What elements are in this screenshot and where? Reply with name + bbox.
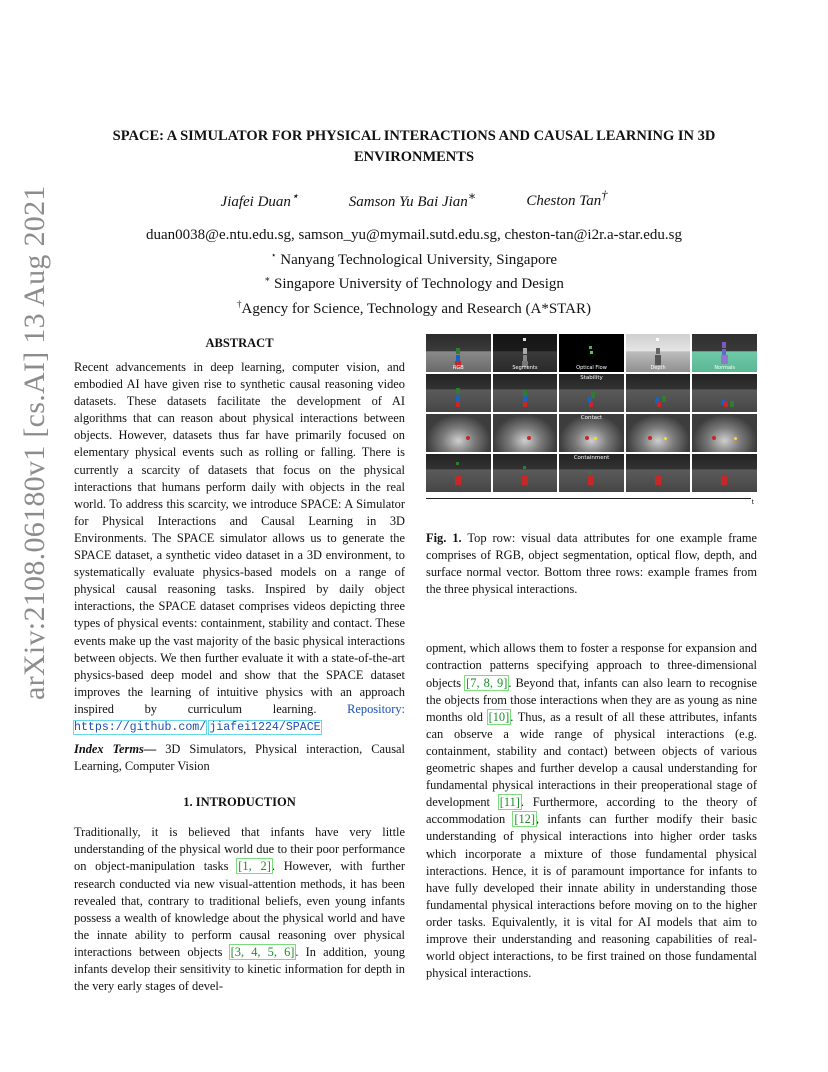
- citation-link[interactable]: [12]: [514, 812, 536, 827]
- figure-label-segments: Segments: [512, 365, 538, 371]
- figure-panel-optical-flow: [559, 334, 624, 372]
- citation-link[interactable]: [1, 2]: [238, 859, 271, 874]
- author-list: [60, 188, 768, 211]
- author-3: Cheston Tan†: [526, 188, 608, 209]
- abstract-text: Recent advancements in deep learning, computer vision, and embodied AI have given rise to synthetic causal reasoning video datasets. These datasets facilitate the development of AI algorithms that can reason about physical interactions between objects. However, datasets thus far have primarily focused on elementary physical events such as rolling or falling. There is currently a scarcity of datasets that focus on the physical interactions that humans perform daily with objects in the real world. To address this scarcity, we introduce SPACE: A Simulator for Physical Interactions and Causal Learning in 3D Environments. The SPACE simulator allows us to generate the SPACE dataset, a synthetic video dataset in a 3D environment, to systematically evaluate physics-based models on a range of physical causal reasoning tasks. Inspired by daily object interactions, the SPACE dataset comprises videos depicting three types of physical events: containment, stability and contact. These events make up the vast majority of the basic physical interactions between objects. We then further evaluate it with a state-of-the-art physics-based deep model and show that the SPACE dataset improves the learning of intuitive physics with an approach inspired by curriculum learning. Repository: https://github.com/ jiafei1224/SPACE: [74, 360, 405, 734]
- figure-label-optical-flow: Optical Flow: [576, 365, 607, 371]
- figure-panel-rgb: [426, 334, 491, 372]
- figure-row-label-containment: Containment: [573, 455, 610, 461]
- affiliation-3: †Agency for Science, Technology and Research (A*STAR): [237, 298, 591, 317]
- introduction-text-continued: opment, which allows them to foster a response for expansion and contraction patterns specifying approach to three-dimensional objects [7, 8, 9]. Beyond that, infants can also learn to recognise the objects from those interactions when they are as young as nine months old [10]. Thus, as a result of all these attributes, infants can observe a wide range of physical interactions (e.g. containment, stability and contact) between objects of various geometric shapes and further develop a causal understanding for fundamental physical interactions in their preoperational stage of development [11]. Furthermore, according to the theory of accommodation [12], infants can further modify their basic understanding of physical interactions into higher order tasks which incorporate a mixture of those fundamental physical interactions. Hence, it is of paramount importance for infants to have fully developed their innate ability in understanding those fundamental physical interactions before moving on to the higher order tasks. Equivalently, it is vital for AI models that aim to improve their understanding and reasoning capabilities of real-world object interactions, to be first trained on those fundamental physical interactions.: [426, 641, 757, 981]
- affiliations: [60, 226, 768, 319]
- repository-link[interactable]: https://github.com/: [74, 720, 207, 734]
- figure-row-attributes: [426, 334, 757, 372]
- affiliation-1: ⋆ Nanyang Technological University, Singapore: [270, 249, 558, 268]
- figure-panel-depth: [626, 334, 691, 372]
- arxiv-identifier: arXiv:2108.06180v1 [cs.AI] 13 Aug 2021: [18, 185, 51, 700]
- right-column: [426, 334, 757, 982]
- figure-label-rgb: RGB: [452, 365, 464, 371]
- figure-row-stability: [426, 374, 757, 412]
- citation-link[interactable]: [3, 4, 5, 6]: [230, 944, 295, 959]
- figure-1: [426, 334, 757, 504]
- abstract-heading: ABSTRACT: [205, 336, 274, 350]
- figure-row-label-contact: Contact: [580, 415, 603, 421]
- repository-link-cont[interactable]: jiafei1224/SPACE: [209, 720, 321, 734]
- paper-title: SPACE: A SIMULATOR FOR PHYSICAL INTERACTIONS AND CAUSAL LEARNING IN 3D ENVIRONMENTS: [112, 128, 716, 165]
- author-2: Samson Yu Bai Jian∗: [348, 189, 477, 210]
- time-axis-line: [426, 498, 751, 499]
- figure-row-label-stability: Stability: [580, 375, 603, 381]
- figure-panel-normals: [692, 334, 757, 372]
- author-emails: duan0038@e.ntu.edu.sg, samson_yu@mymail.sutd.edu.sg, cheston-tan@i2r.a-star.edu.sg: [146, 227, 682, 243]
- citation-link[interactable]: [7, 8, 9]: [466, 675, 508, 690]
- citation-link[interactable]: [11]: [499, 795, 520, 810]
- introduction-text: Traditionally, it is believed that infants have very little understanding of the physical world due to their poor performance on object-manipulation tasks [1, 2]. However, with further research conducted via new visual-attention methods, it has been revealed that, contrary to traditional beliefs, even young infants possess a wealth of knowledge about the physical world and have the innate ability to perform causal reasoning over physical interactions between objects [3, 4, 5, 6]. In addition, young infants develop their sensitivity to kinetic information for depth in the very early stages of devel-: [74, 825, 406, 994]
- left-column: [74, 336, 405, 995]
- repository-label: Repository:: [347, 701, 405, 716]
- introduction-heading: 1. INTRODUCTION: [183, 795, 296, 810]
- citation-link[interactable]: [10]: [488, 709, 510, 724]
- figure-row-containment: [426, 454, 757, 492]
- figure-panel-segments: [493, 334, 558, 372]
- figure-label-normals: Normals: [714, 365, 736, 371]
- affiliation-2: ∗ Singapore University of Technology and Design: [264, 274, 564, 292]
- time-axis-label: t: [751, 497, 754, 506]
- index-terms: Index Terms— 3D Simulators, Physical interaction, Causal Learning, Computer Vision: [74, 742, 405, 774]
- figure-caption: Fig. 1. Top row: visual data attributes for one example frame comprises of RGB, object segmentation, optical flow, depth, and surface normal vector. Bottom three rows: example frames from the three physical interactions.: [426, 531, 757, 597]
- figure-time-axis: [426, 494, 757, 504]
- author-1: Jiafei Duan⋆: [220, 189, 299, 210]
- figure-label-depth: Depth: [650, 365, 666, 371]
- figure-row-contact: [426, 414, 757, 452]
